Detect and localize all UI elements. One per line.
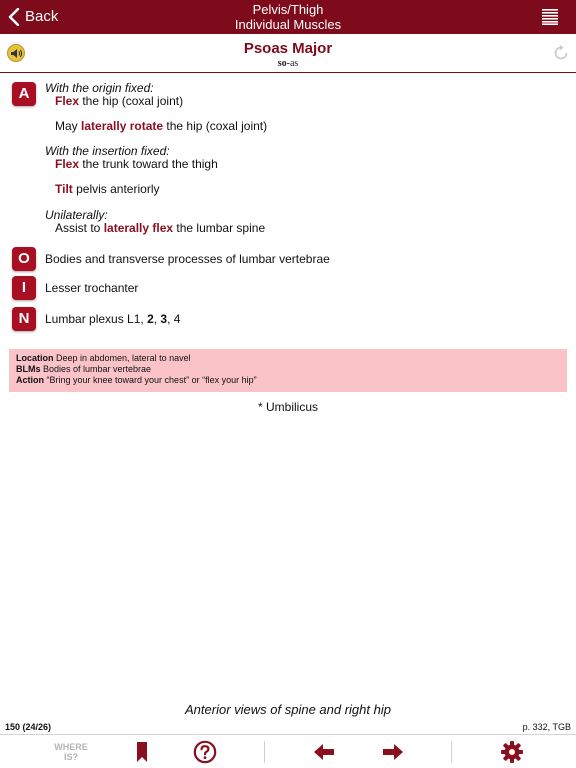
action-item: [55, 221, 265, 235]
insertion-text: Lesser trochanter: [45, 281, 139, 295]
action-item: [55, 119, 267, 133]
page-reference: p. 332, TGB: [522, 722, 571, 732]
innervation-sep: ,: [153, 312, 161, 326]
innervation-prefix: Lumbar plexus L1,: [45, 312, 148, 326]
origin-fixed-label: With the origin fixed:: [45, 81, 154, 95]
insertion-badge[interactable]: I: [12, 276, 36, 300]
image-caption: Anterior views of spine and right hip: [185, 702, 391, 717]
pronunciation-rest: -as: [286, 58, 299, 69]
bookmark-icon[interactable]: [136, 741, 148, 763]
innervation-primary-2: 3: [160, 312, 168, 326]
blms-label: BLMs: [16, 364, 41, 374]
landmark-label: * Umbilicus: [257, 400, 318, 414]
refresh-icon[interactable]: [552, 44, 570, 62]
unilaterally-label: Unilaterally:: [45, 208, 108, 222]
action-text: pelvis anteriorly: [72, 182, 160, 196]
blms-row: [16, 364, 560, 375]
pronunciation-stressed: so: [277, 58, 287, 69]
innervation-suffix: , 4: [167, 312, 181, 326]
action-text: the lumbar spine: [173, 221, 266, 235]
action-prefix: Assist to: [55, 221, 104, 235]
where-is-button[interactable]: [44, 735, 98, 768]
action-item: [55, 157, 218, 171]
header-title-line1: Pelvis/Thigh: [252, 2, 324, 17]
actions-badge[interactable]: A: [12, 82, 36, 106]
action-row: [16, 375, 560, 386]
origin-badge[interactable]: O: [12, 247, 36, 271]
action-keyword: Tilt: [55, 182, 73, 196]
help-icon[interactable]: [193, 740, 217, 764]
action-keyword: Flex: [55, 94, 80, 108]
action-text: the hip (coxal joint): [79, 94, 184, 108]
action-keyword: laterally flex: [103, 221, 174, 235]
pronunciation: [0, 58, 576, 69]
innervation-text: [45, 312, 180, 326]
origin-text: Bodies and transverse processes of lumbar vertebrae: [45, 252, 330, 266]
gear-icon[interactable]: [501, 741, 523, 763]
location-label: Location: [16, 353, 54, 363]
list-menu-icon[interactable]: [542, 9, 558, 25]
header-title-line2: Individual Muscles: [234, 17, 342, 32]
action-text: the trunk toward the thigh: [79, 157, 218, 171]
innervation-badge[interactable]: N: [12, 307, 36, 331]
location-text: Deep in abdomen, lateral to navel: [53, 353, 191, 363]
innervation-primary-1: 2: [147, 312, 154, 326]
header-title: [0, 2, 576, 32]
action-prefix: May: [55, 119, 82, 133]
blms-text: Bodies of lumbar vertebrae: [40, 364, 152, 374]
app-header: [0, 0, 576, 34]
bottom-toolbar: [0, 734, 576, 768]
back-label: Back: [25, 8, 59, 25]
action-item: [55, 94, 183, 108]
action-item: [55, 182, 159, 196]
location-row: [16, 353, 560, 364]
where-is-line1: WHERE: [54, 742, 88, 752]
action-text: the hip (coxal joint): [163, 119, 268, 133]
arrow-right-icon[interactable]: [383, 743, 403, 761]
action-cue-text: “Bring your knee toward your chest” or “flex your hip”: [44, 375, 257, 385]
info-box: [9, 349, 567, 392]
insertion-fixed-label: With the insertion fixed:: [45, 144, 170, 158]
where-is-line2: IS?: [63, 752, 78, 762]
muscle-title-bar: [0, 34, 576, 73]
action-keyword: Flex: [55, 157, 80, 171]
muscle-name: Psoas Major: [243, 40, 333, 57]
arrow-left-icon[interactable]: [314, 743, 334, 761]
action-keyword: laterally rotate: [81, 119, 164, 133]
toolbar-divider: [264, 741, 265, 763]
page-number: 150 (24/26): [5, 722, 52, 732]
action-label: Action: [16, 375, 44, 385]
toolbar-divider: [451, 741, 452, 763]
